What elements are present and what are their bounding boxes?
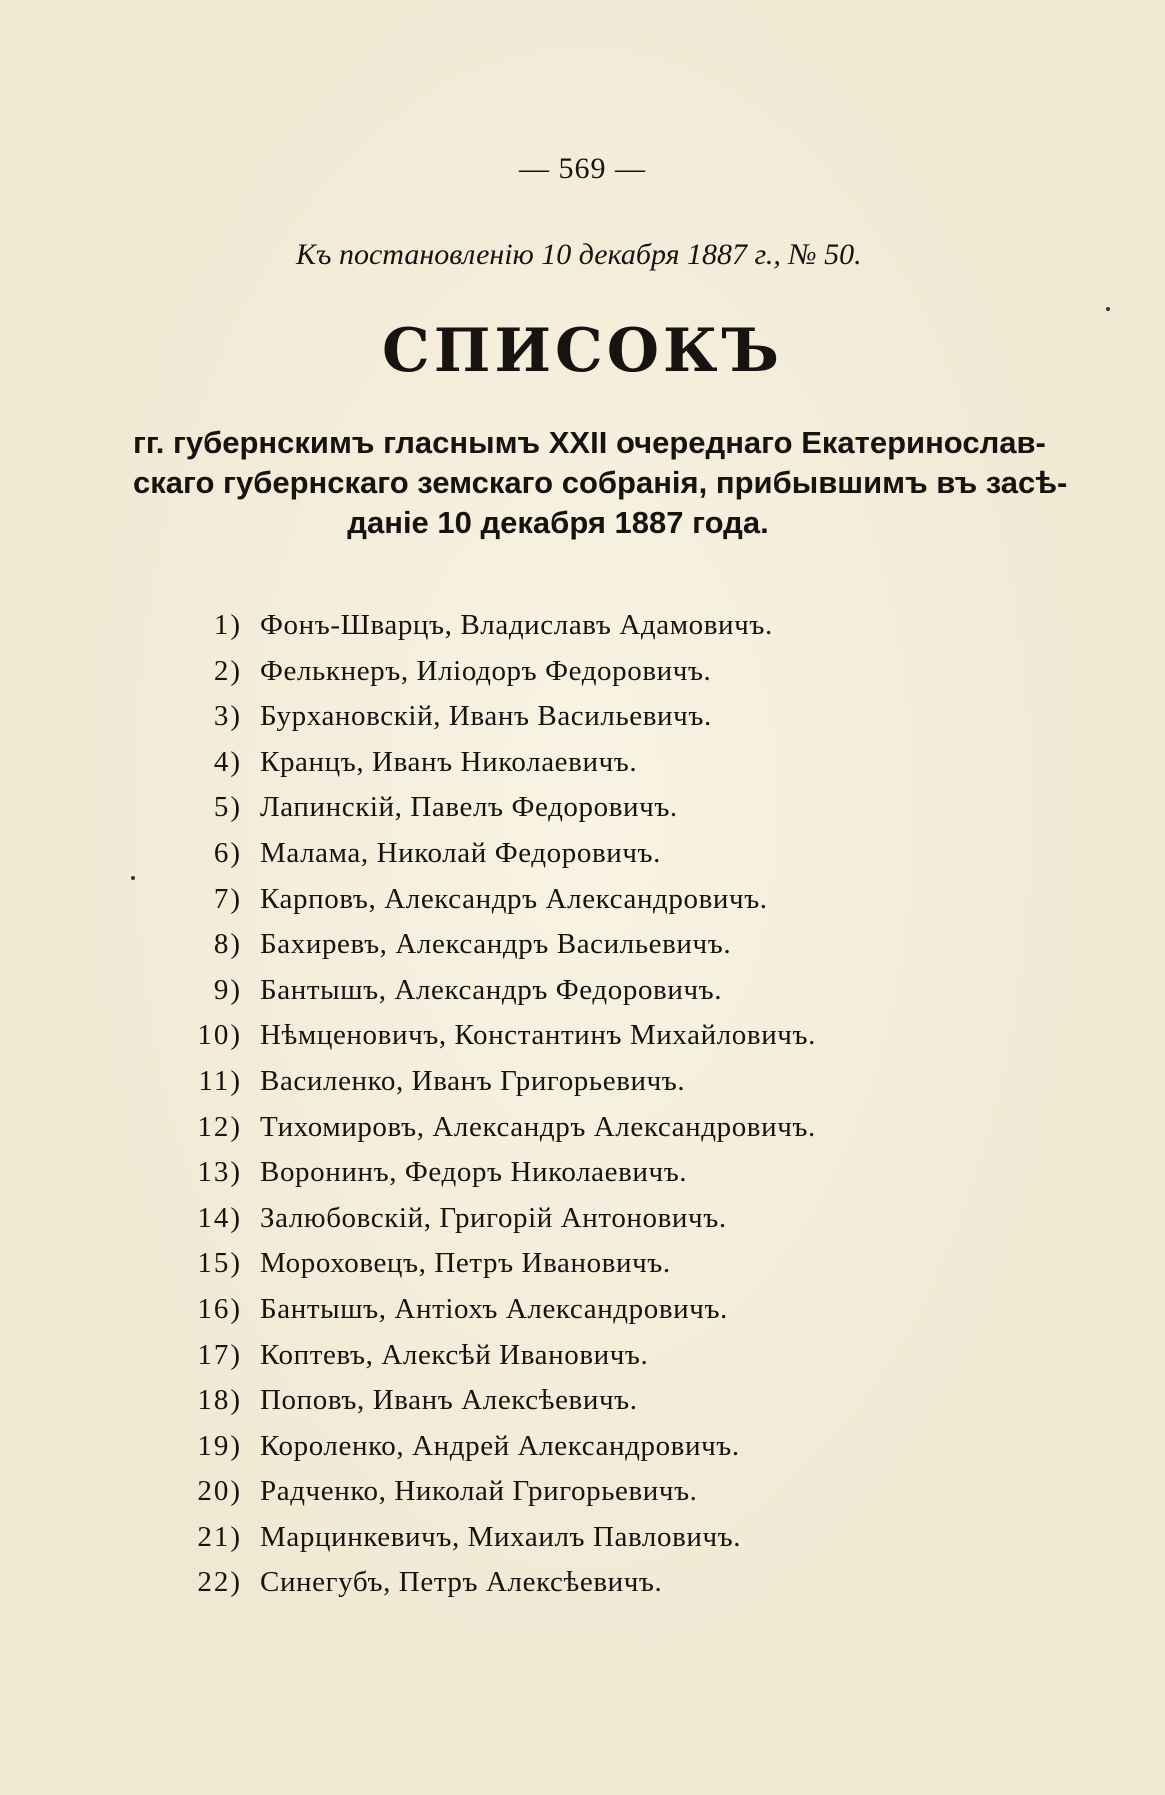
paper-speck: [131, 876, 135, 880]
entry-name: Радченко, Николай Григорьевичъ.: [260, 1475, 698, 1508]
entry-number: 3): [213, 700, 242, 733]
entry-name: Василенко, Иванъ Григорьевичъ.: [260, 1064, 686, 1097]
entry-name: Воронинъ, Федоръ Николаевичъ.: [260, 1156, 688, 1189]
entry-number: 11): [198, 1064, 242, 1097]
list-item: [170, 1287, 970, 1333]
entry-number: 6): [213, 836, 242, 869]
entry-number: 7): [213, 882, 242, 915]
entry-name: Кранцъ, Иванъ Николаевичъ.: [260, 745, 638, 778]
entry-number: 14): [197, 1201, 242, 1234]
entry-name: Лапинскій, Павелъ Федоровичъ.: [260, 791, 678, 824]
list-item: [170, 785, 970, 831]
entry-name: Нѣмценовичъ, Константинъ Михайловичъ.: [260, 1019, 816, 1052]
paper-speck: [1106, 307, 1110, 311]
entry-number: 19): [197, 1429, 242, 1462]
list-item: [170, 1333, 970, 1379]
entry-number: 2): [213, 654, 242, 687]
entry-name: Фонъ-Шварцъ, Владиславъ Адамовичъ.: [260, 609, 773, 641]
entry-number: 20): [197, 1475, 242, 1508]
entry-number: 16): [197, 1292, 242, 1325]
entry-name: Фелькнеръ, Иліодоръ Федоровичъ.: [260, 654, 712, 687]
list-item: [170, 1013, 970, 1059]
list-item: [170, 1196, 970, 1242]
entry-number: 15): [197, 1247, 242, 1280]
list-item: [170, 877, 970, 923]
list-item: [170, 1105, 970, 1151]
entry-name: Малама, Николай Федоровичъ.: [260, 836, 661, 869]
entry-number: 13): [197, 1156, 242, 1189]
entry-name: Мороховецъ, Петръ Ивановичъ.: [260, 1247, 671, 1280]
entry-number: 9): [213, 973, 242, 1006]
document-title: СПИСОКЪ: [381, 316, 784, 386]
entry-name: Бантышъ, Антіохъ Александровичъ.: [260, 1292, 728, 1325]
list-item: [170, 1469, 970, 1515]
subtitle-line-3: даніе 10 декабря 1887 года.: [347, 505, 769, 540]
entry-name: Коптевъ, Алексѣй Ивановичъ.: [260, 1338, 649, 1371]
list-item: [170, 1150, 970, 1196]
entry-number: 5): [213, 791, 242, 824]
entry-number: 8): [213, 928, 242, 961]
decree-reference: Къ постановленію 10 декабря 1887 г., № 50.: [296, 238, 862, 271]
list-item: [170, 694, 970, 740]
list-item: [170, 649, 970, 695]
entry-number: 12): [197, 1110, 242, 1143]
list-item: [170, 1515, 970, 1561]
list-item: [170, 603, 970, 649]
entry-name: Карповъ, Александръ Александровичъ.: [260, 882, 768, 915]
list-item: [170, 1059, 970, 1105]
list-item: [170, 1378, 970, 1424]
subtitle-line-1: гг. губернскимъ гласнымъ XXII очереднаго Екатеринослав-: [133, 425, 1046, 460]
entry-number: 10): [197, 1019, 242, 1052]
entry-name: Бахиревъ, Александръ Васильевичъ.: [260, 928, 732, 961]
entry-number: 17): [197, 1338, 242, 1371]
entry-name: Тихомировъ, Александръ Александровичъ.: [260, 1110, 816, 1143]
subtitle-line-2: скаго губернскаго земскаго собранія, прибывшимъ въ засѣ-: [133, 465, 1068, 500]
entry-number: 4): [213, 745, 242, 778]
entry-name: Синегубъ, Петръ Алексѣевичъ.: [260, 1566, 663, 1599]
entry-number: 18): [197, 1384, 242, 1417]
list-item: [170, 740, 970, 786]
page-number: — 569 —: [519, 152, 646, 185]
list-item: [170, 1560, 970, 1606]
entry-name: Марцинкевичъ, Михаилъ Павловичъ.: [260, 1520, 742, 1553]
entry-number: 21): [197, 1520, 242, 1553]
list-item: [170, 968, 970, 1014]
list-item: [170, 1241, 970, 1287]
entry-name: Залюбовскій, Григорій Антоновичъ.: [260, 1201, 727, 1234]
entry-name: Поповъ, Иванъ Алексѣевичъ.: [260, 1384, 638, 1417]
document-subtitle: [133, 423, 1068, 543]
list-item: [170, 922, 970, 968]
entry-number: 1): [213, 609, 242, 641]
list-item: [170, 1424, 970, 1470]
list-item: [170, 831, 970, 877]
entry-name: Бантышъ, Александръ Федоровичъ.: [260, 973, 723, 1006]
entry-number: 22): [197, 1566, 242, 1599]
members-list: [170, 603, 970, 1606]
entry-name: Короленко, Андрей Александровичъ.: [260, 1429, 740, 1462]
entry-name: Бурхановскій, Иванъ Васильевичъ.: [260, 700, 712, 733]
